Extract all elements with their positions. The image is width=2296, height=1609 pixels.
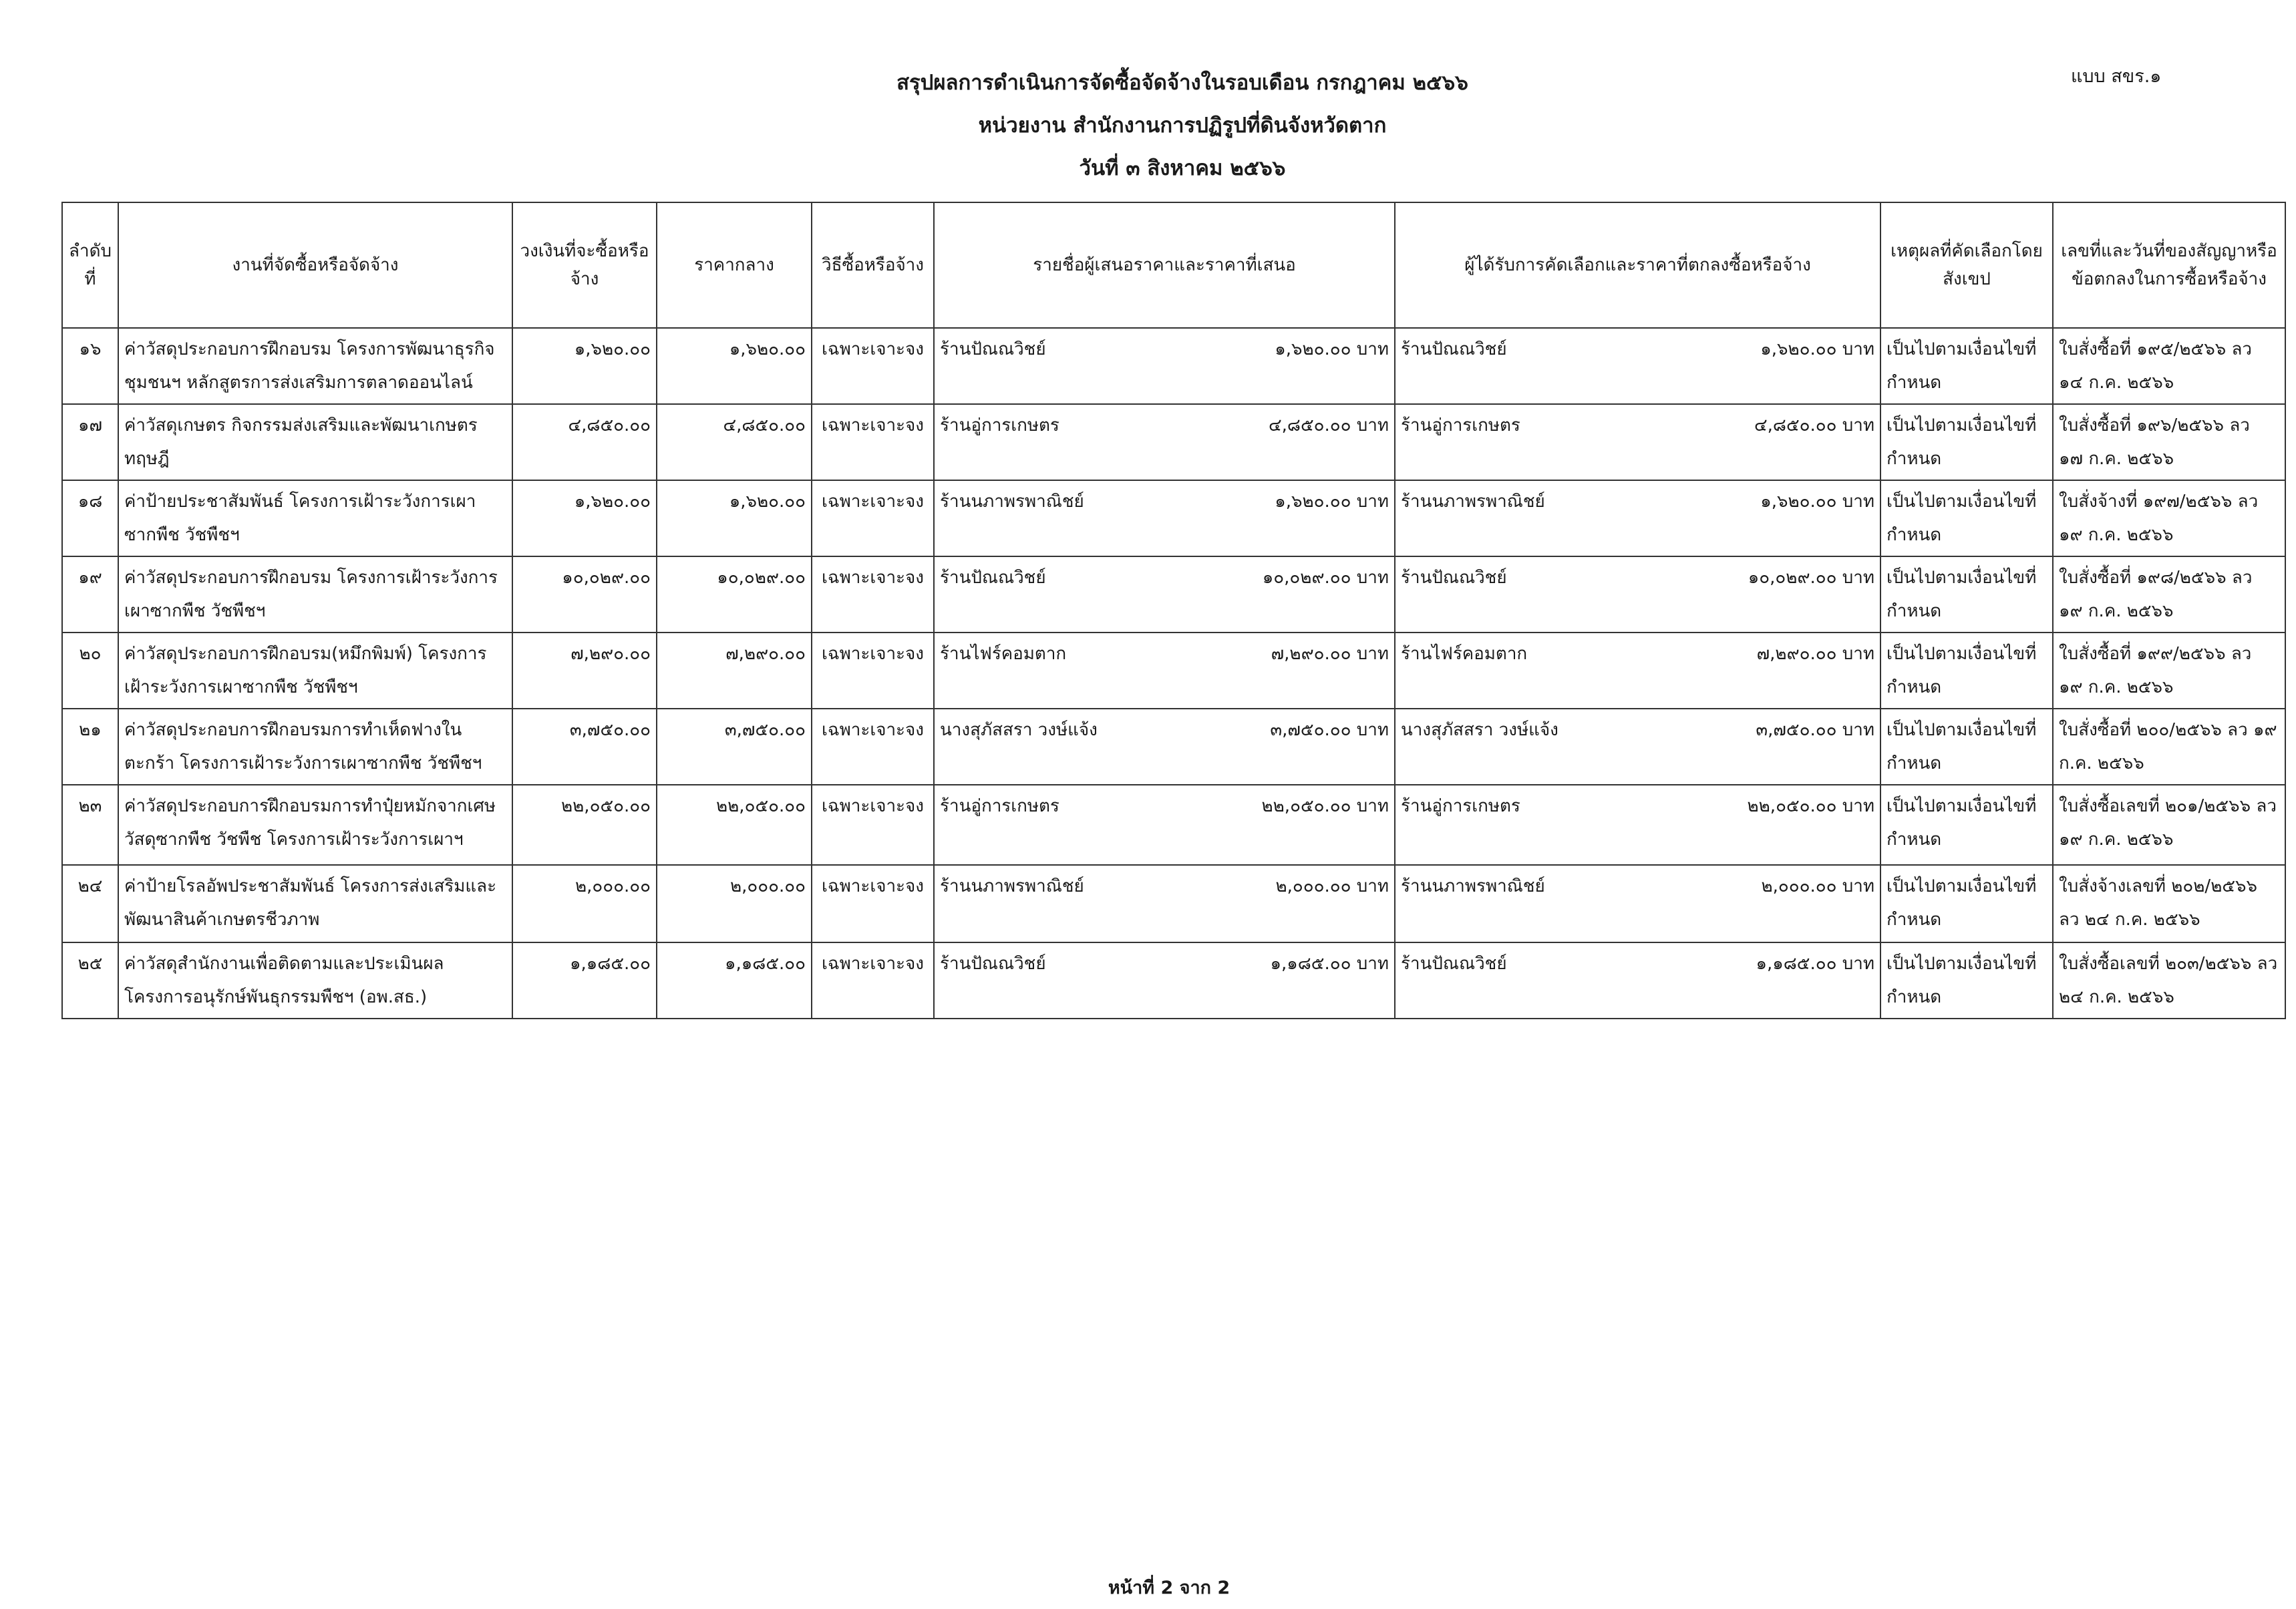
winner-price: ๑,๑๘๕.๐๐ บาท xyxy=(1756,954,1874,974)
procurement-method: เฉพาะเจาะจง xyxy=(812,633,934,709)
bidder-name: นางสุภัสสรา วงษ์แจ้ง xyxy=(940,720,1098,740)
contract-reference: ใบสั่งจ้างเลขที่ ๒๐๒/๒๕๖๖ ลว ๒๔ ก.ค. ๒๕๖๖ xyxy=(2053,865,2285,942)
winner-price: ๑,๖๒๐.๐๐ บาท xyxy=(1760,492,1874,512)
median-price: ๑๐,๐๒๙.๐๐ xyxy=(657,556,812,633)
title-line-2: หน่วยงาน สำนักงานการปฏิรูปที่ดินจังหวัดตาก xyxy=(978,114,1387,138)
procurement-item: ค่าป้ายประชาสัมพันธ์ โครงการเฝ้าระวังการเผาซากพืช วัชพืชฯ xyxy=(118,480,512,556)
budget-amount: ๑๐,๐๒๙.๐๐ xyxy=(512,556,657,633)
title-line-3: วันที่ ๓ สิงหาคม ๒๕๖๖ xyxy=(1079,156,1286,180)
winner-name: ร้านปัณณวิชย์ xyxy=(1401,954,1507,974)
table-row xyxy=(62,633,2285,709)
procurement-item: ค่าวัสดุเกษตร กิจกรรมส่งเสริมและพัฒนาเกษตรทฤษฎี xyxy=(118,404,512,480)
header-bidders: รายชื่อผู้เสนอราคาและราคาที่เสนอ xyxy=(934,202,1395,328)
winner xyxy=(1395,865,1880,942)
form-code: แบบ สขร.๑ xyxy=(2071,66,2162,87)
median-price: ๒,๐๐๐.๐๐ xyxy=(657,865,812,942)
winner xyxy=(1395,328,1880,404)
median-price: ๓,๗๕๐.๐๐ xyxy=(657,709,812,785)
header-contract: เลขที่และวันที่ของสัญญาหรือข้อตกลงในการซื้อหรือจ้าง xyxy=(2053,202,2285,328)
procurement-item: ค่าป้ายโรลอัพประชาสัมพันธ์ โครงการส่งเสริมและพัฒนาสินค้าเกษตรชีวภาพ xyxy=(118,865,512,942)
bidder-price: ๒๒,๐๕๐.๐๐ บาท xyxy=(1261,796,1389,816)
bidder-name: ร้านนภาพรพาณิชย์ xyxy=(940,876,1084,896)
budget-amount: ๓,๗๕๐.๐๐ xyxy=(512,709,657,785)
selection-reason: เป็นไปตามเงื่อนไขที่กำหนด xyxy=(1880,556,2053,633)
contract-reference: ใบสั่งซื้อเลขที่ ๒๐๑/๒๕๖๖ ลว ๑๙ ก.ค. ๒๕๖๖ xyxy=(2053,785,2285,865)
contract-reference: ใบสั่งซื้อที่ ๒๐๐/๒๕๖๖ ลว ๑๙ ก.ค. ๒๕๖๖ xyxy=(2053,709,2285,785)
bidder-name: ร้านปัณณวิชย์ xyxy=(940,954,1046,974)
winner-price: ๑,๖๒๐.๐๐ บาท xyxy=(1760,339,1874,359)
row-number: ๒๕ xyxy=(62,942,118,1019)
bidder xyxy=(934,328,1395,404)
winner-price: ๔,๘๕๐.๐๐ บาท xyxy=(1754,415,1874,435)
procurement-method: เฉพาะเจาะจง xyxy=(812,556,934,633)
selection-reason: เป็นไปตามเงื่อนไขที่กำหนด xyxy=(1880,404,2053,480)
median-price: ๑,๖๒๐.๐๐ xyxy=(657,328,812,404)
procurement-method: เฉพาะเจาะจง xyxy=(812,865,934,942)
winner xyxy=(1395,556,1880,633)
winner-price: ๒๒,๐๕๐.๐๐ บาท xyxy=(1747,796,1874,816)
winner-price: ๗,๒๙๐.๐๐ บาท xyxy=(1756,644,1874,664)
bidder-price: ๑๐,๐๒๙.๐๐ บาท xyxy=(1262,568,1389,588)
page-number: หน้าที่ 2 จาก 2 xyxy=(1108,1578,1231,1598)
bidder-price: ๒,๐๐๐.๐๐ บาท xyxy=(1275,876,1389,896)
header-item: งานที่จัดซื้อหรือจัดจ้าง xyxy=(118,202,512,328)
contract-reference: ใบสั่งซื้อที่ ๑๙๙/๒๕๖๖ ลว ๑๙ ก.ค. ๒๕๖๖ xyxy=(2053,633,2285,709)
bidder-name: ร้านปัณณวิชย์ xyxy=(940,568,1046,588)
budget-amount: ๔,๘๕๐.๐๐ xyxy=(512,404,657,480)
winner xyxy=(1395,709,1880,785)
bidder xyxy=(934,942,1395,1019)
header-budget: วงเงินที่จะซื้อหรือจ้าง xyxy=(512,202,657,328)
procurement-method: เฉพาะเจาะจง xyxy=(812,480,934,556)
winner-price: ๓,๗๕๐.๐๐ บาท xyxy=(1756,720,1874,740)
winner xyxy=(1395,785,1880,865)
winner-name: ร้านปัณณวิชย์ xyxy=(1401,568,1507,588)
winner-price: ๒,๐๐๐.๐๐ บาท xyxy=(1761,876,1874,896)
winner xyxy=(1395,404,1880,480)
table-body xyxy=(62,328,2285,1019)
selection-reason: เป็นไปตามเงื่อนไขที่กำหนด xyxy=(1880,328,2053,404)
winner-name: ร้านปัณณวิชย์ xyxy=(1401,339,1507,359)
bidder-price: ๓,๗๕๐.๐๐ บาท xyxy=(1270,720,1389,740)
winner-price: ๑๐,๐๒๙.๐๐ บาท xyxy=(1748,568,1874,588)
contract-reference: ใบสั่งซื้อที่ ๑๙๖/๒๕๖๖ ลว ๑๗ ก.ค. ๒๕๖๖ xyxy=(2053,404,2285,480)
winner-name: ร้านอู่การเกษตร xyxy=(1401,796,1520,816)
bidder-name: ร้านปัณณวิชย์ xyxy=(940,339,1046,359)
row-number: ๑๘ xyxy=(62,480,118,556)
row-number: ๑๗ xyxy=(62,404,118,480)
title-line-1: สรุปผลการดำเนินการจัดซื้อจัดจ้างในรอบเดือน กรกฎาคม ๒๕๖๖ xyxy=(896,71,1468,95)
header-median-price: ราคากลาง xyxy=(657,202,812,328)
contract-reference: ใบสั่งซื้อที่ ๑๙๕/๒๕๖๖ ลว ๑๔ ก.ค. ๒๕๖๖ xyxy=(2053,328,2285,404)
header-no: ลำดับที่ xyxy=(62,202,118,328)
contract-reference: ใบสั่งซื้อที่ ๑๙๘/๒๕๖๖ ลว ๑๙ ก.ค. ๒๕๖๖ xyxy=(2053,556,2285,633)
procurement-table xyxy=(61,202,2286,1019)
bidder xyxy=(934,480,1395,556)
bidder xyxy=(934,633,1395,709)
row-number: ๒๐ xyxy=(62,633,118,709)
row-number: ๒๑ xyxy=(62,709,118,785)
table-row xyxy=(62,556,2285,633)
selection-reason: เป็นไปตามเงื่อนไขที่กำหนด xyxy=(1880,865,2053,942)
winner-name: ร้านไฟร์คอมตาก xyxy=(1401,644,1528,664)
procurement-item: ค่าวัสดุประกอบการฝึกอบรมการทำเห็ดฟางในตะกร้า โครงการเฝ้าระวังการเผาซากพืช วัชพืชฯ xyxy=(118,709,512,785)
procurement-item: ค่าวัสดุประกอบการฝึกอบรม โครงการพัฒนาธุรกิจชุมชนฯ หลักสูตรการส่งเสริมการตลาดออนไลน์ xyxy=(118,328,512,404)
median-price: ๔,๘๕๐.๐๐ xyxy=(657,404,812,480)
procurement-item: ค่าวัสดุสำนักงานเพื่อติดตามและประเมินผลโครงการอนุรักษ์พันธุกรรมพืชฯ (อพ.สธ.) xyxy=(118,942,512,1019)
bidder xyxy=(934,785,1395,865)
winner-name: ร้านอู่การเกษตร xyxy=(1401,415,1520,435)
bidder-price: ๗,๒๙๐.๐๐ บาท xyxy=(1271,644,1389,664)
median-price: ๑,๑๘๕.๐๐ xyxy=(657,942,812,1019)
winner xyxy=(1395,942,1880,1019)
winner-name: ร้านนภาพรพาณิชย์ xyxy=(1401,876,1545,896)
row-number: ๑๖ xyxy=(62,328,118,404)
header-reason: เหตุผลที่คัดเลือกโดยสังเขป xyxy=(1880,202,2053,328)
document-title xyxy=(788,61,1577,190)
header-method: วิธีซื้อหรือจ้าง xyxy=(812,202,934,328)
procurement-item: ค่าวัสดุประกอบการฝึกอบรม(หมึกพิมพ์) โครงการเฝ้าระวังการเผาซากพืช วัชพืชฯ xyxy=(118,633,512,709)
selection-reason: เป็นไปตามเงื่อนไขที่กำหนด xyxy=(1880,709,2053,785)
median-price: ๑,๖๒๐.๐๐ xyxy=(657,480,812,556)
winner-name: ร้านนภาพรพาณิชย์ xyxy=(1401,492,1545,512)
procurement-method: เฉพาะเจาะจง xyxy=(812,942,934,1019)
header-winner: ผู้ได้รับการคัดเลือกและราคาที่ตกลงซื้อหรือจ้าง xyxy=(1395,202,1880,328)
contract-reference: ใบสั่งจ้างที่ ๑๙๗/๒๕๖๖ ลว ๑๙ ก.ค. ๒๕๖๖ xyxy=(2053,480,2285,556)
table-row xyxy=(62,865,2285,942)
row-number: ๒๓ xyxy=(62,785,118,865)
contract-reference: ใบสั่งซื้อเลขที่ ๒๐๓/๒๕๖๖ ลว ๒๔ ก.ค. ๒๕๖๖ xyxy=(2053,942,2285,1019)
budget-amount: ๗,๒๙๐.๐๐ xyxy=(512,633,657,709)
budget-amount: ๑,๑๘๕.๐๐ xyxy=(512,942,657,1019)
median-price: ๗,๒๙๐.๐๐ xyxy=(657,633,812,709)
bidder-price: ๑,๑๘๕.๐๐ บาท xyxy=(1270,954,1389,974)
median-price: ๒๒,๐๕๐.๐๐ xyxy=(657,785,812,865)
selection-reason: เป็นไปตามเงื่อนไขที่กำหนด xyxy=(1880,480,2053,556)
budget-amount: ๒,๐๐๐.๐๐ xyxy=(512,865,657,942)
bidder-name: ร้านอู่การเกษตร xyxy=(940,796,1059,816)
budget-amount: ๑,๖๒๐.๐๐ xyxy=(512,328,657,404)
bidder-name: ร้านไฟร์คอมตาก xyxy=(940,644,1067,664)
table-row xyxy=(62,328,2285,404)
procurement-method: เฉพาะเจาะจง xyxy=(812,404,934,480)
bidder xyxy=(934,709,1395,785)
winner xyxy=(1395,480,1880,556)
budget-amount: ๒๒,๐๕๐.๐๐ xyxy=(512,785,657,865)
bidder-price: ๔,๘๕๐.๐๐ บาท xyxy=(1268,415,1389,435)
table-header-row xyxy=(62,202,2285,328)
winner xyxy=(1395,633,1880,709)
table-row xyxy=(62,480,2285,556)
bidder xyxy=(934,556,1395,633)
table-row xyxy=(62,709,2285,785)
selection-reason: เป็นไปตามเงื่อนไขที่กำหนด xyxy=(1880,785,2053,865)
winner-name: นางสุภัสสรา วงษ์แจ้ง xyxy=(1401,720,1559,740)
procurement-item: ค่าวัสดุประกอบการฝึกอบรม โครงการเฝ้าระวังการเผาซากพืช วัชพืชฯ xyxy=(118,556,512,633)
table-row xyxy=(62,404,2285,480)
selection-reason: เป็นไปตามเงื่อนไขที่กำหนด xyxy=(1880,942,2053,1019)
row-number: ๑๙ xyxy=(62,556,118,633)
bidder-name: ร้านอู่การเกษตร xyxy=(940,415,1059,435)
row-number: ๒๔ xyxy=(62,865,118,942)
table-row xyxy=(62,942,2285,1019)
bidder xyxy=(934,404,1395,480)
budget-amount: ๑,๖๒๐.๐๐ xyxy=(512,480,657,556)
bidder-name: ร้านนภาพรพาณิชย์ xyxy=(940,492,1084,512)
selection-reason: เป็นไปตามเงื่อนไขที่กำหนด xyxy=(1880,633,2053,709)
bidder-price: ๑,๖๒๐.๐๐ บาท xyxy=(1275,492,1389,512)
procurement-method: เฉพาะเจาะจง xyxy=(812,785,934,865)
procurement-method: เฉพาะเจาะจง xyxy=(812,709,934,785)
bidder xyxy=(934,865,1395,942)
table-row xyxy=(62,785,2285,865)
procurement-method: เฉพาะเจาะจง xyxy=(812,328,934,404)
procurement-item: ค่าวัสดุประกอบการฝึกอบรมการทำปุ๋ยหมักจากเศษวัสดุซากพืช วัชพืช โครงการเฝ้าระวังการเผาฯ xyxy=(118,785,512,865)
bidder-price: ๑,๖๒๐.๐๐ บาท xyxy=(1275,339,1389,359)
